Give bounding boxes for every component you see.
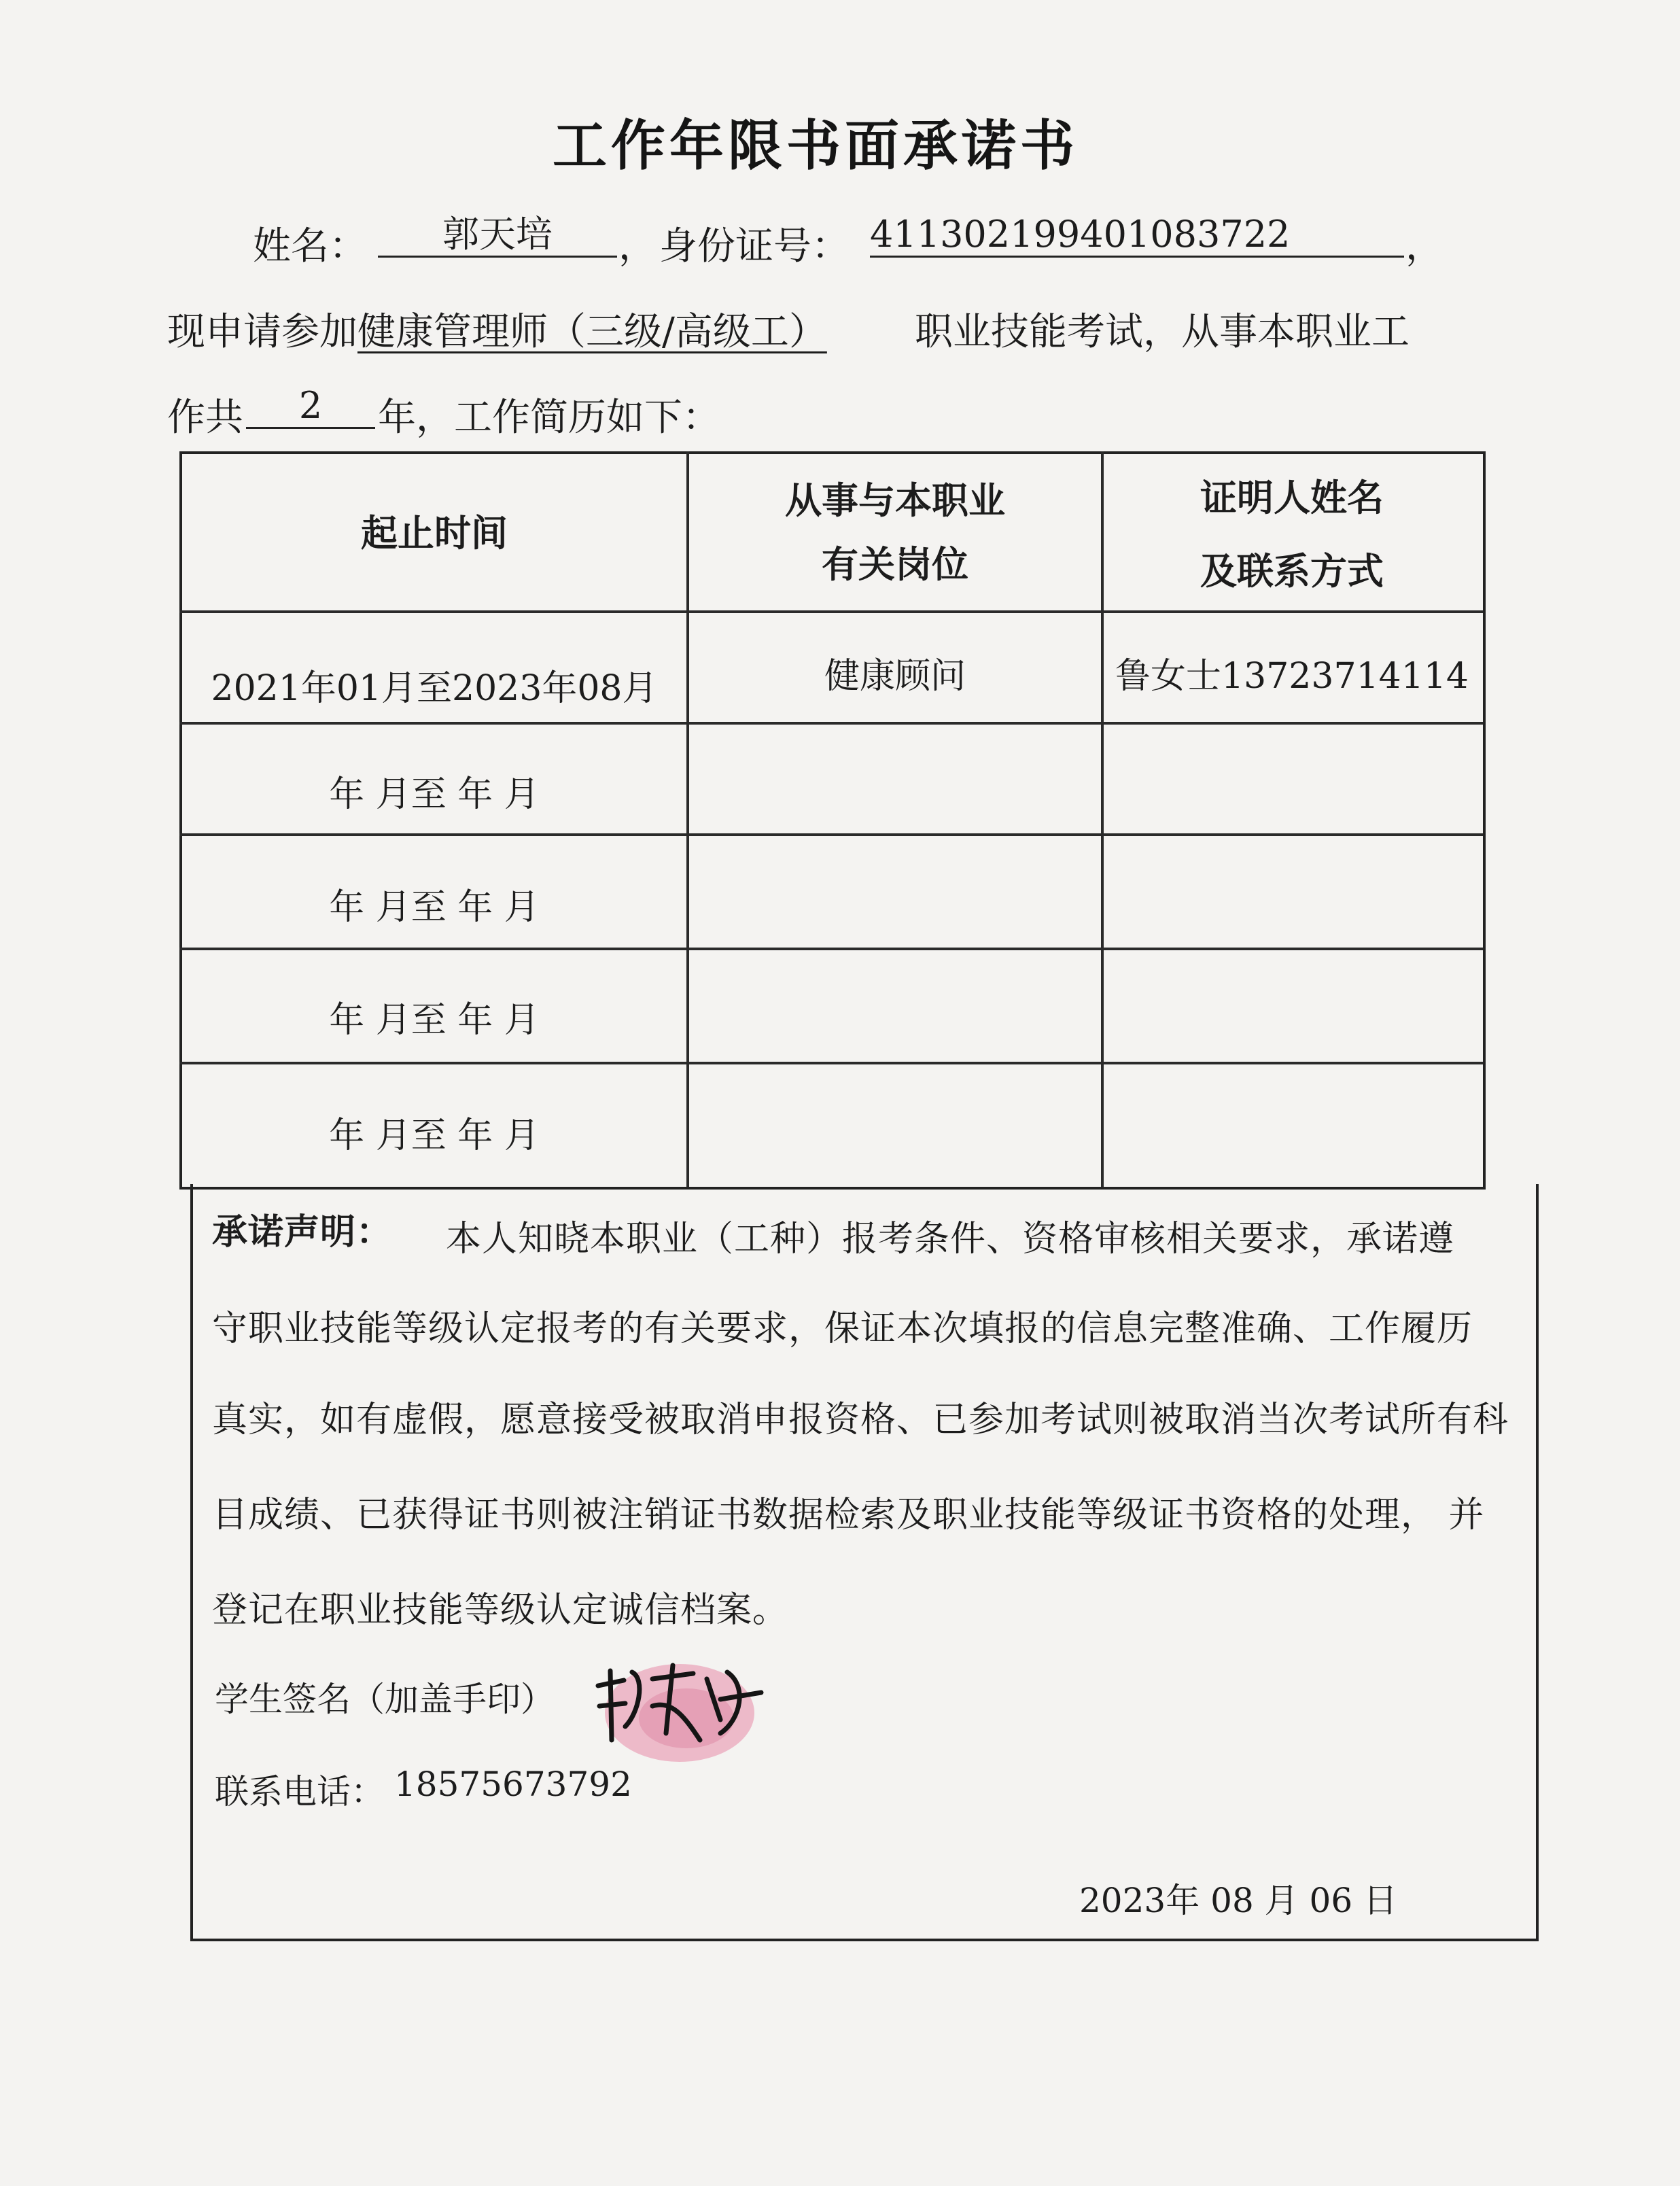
apply-suffix: 职业技能考试，从事本职业工: [915, 310, 1410, 354]
row1-period: 2021年01月至2023年08月: [211, 668, 658, 709]
blank-period-row2: 年 月至 年 月: [329, 774, 540, 815]
phone-value: 18575673792: [394, 1765, 632, 1804]
id-label: 身份证号：: [659, 224, 850, 268]
blank-period-row4: 年 月至 年 月: [329, 1000, 540, 1041]
table-header-divider: [179, 610, 1483, 613]
statement-box: [190, 1184, 1539, 1941]
signature-label: 学生签名（加盖手印）: [215, 1680, 555, 1719]
header-period: 起止时间: [361, 512, 508, 555]
row1-position: 健康顾问: [824, 656, 966, 697]
statement-line-5: 登记在职业技能等级认定诚信档案。: [212, 1590, 789, 1631]
name-value: 郭天培: [378, 213, 617, 258]
phone-label: 联系电话：: [215, 1772, 385, 1811]
sign-date: 2023年 08 月 06 日: [1079, 1881, 1398, 1920]
document-title: 工作年限书面承诺书: [553, 114, 1079, 177]
table-row-divider: [179, 722, 1483, 725]
header-witness-line2: 及联系方式: [1200, 550, 1384, 593]
id-number-value: 411302199401083722: [870, 213, 1404, 258]
name-label: 姓名：: [253, 224, 367, 268]
years-value: 2: [246, 385, 375, 429]
years-prefix: 作共: [167, 396, 243, 440]
blank-period-row5: 年 月至 年 月: [329, 1115, 540, 1156]
table-row-divider: [179, 948, 1483, 950]
header-position-line1: 从事与本职业: [785, 479, 1005, 522]
table-row-divider: [179, 1062, 1483, 1064]
blank-period-row3: 年 月至 年 月: [329, 887, 540, 928]
statement-line-3: 真实，如有虚假，愿意接受被取消申报资格、已参加考试则被取消当次考试所有科: [212, 1400, 1509, 1440]
years-suffix: 年，工作简历如下：: [378, 396, 720, 440]
statement-line-2: 守职业技能等级认定报考的有关要求，保证本次填报的信息完整准确、工作履历: [212, 1308, 1473, 1349]
exam-name: 健康管理师（三级/高级工）: [357, 310, 827, 354]
handwritten-signature: [584, 1638, 775, 1774]
row1-witness: 鲁女士13723714114: [1115, 656, 1469, 697]
header-position-line2: 有关岗位: [822, 543, 968, 586]
statement-line-4: 目成绩、已获得证书则被注销证书数据检索及职业技能等级证书资格的处理， 并: [212, 1495, 1485, 1536]
table-row-divider: [179, 833, 1483, 836]
comma-1: ，: [618, 224, 657, 268]
apply-prefix: 现申请参加: [167, 310, 357, 354]
statement-line-1: 本人知晓本职业（工种）报考条件、资格审核相关要求，承诺遵: [446, 1219, 1455, 1260]
header-witness-line1: 证明人姓名: [1200, 476, 1384, 519]
statement-heading: 承诺声明：: [212, 1212, 393, 1253]
comma-2: ，: [1405, 224, 1443, 268]
